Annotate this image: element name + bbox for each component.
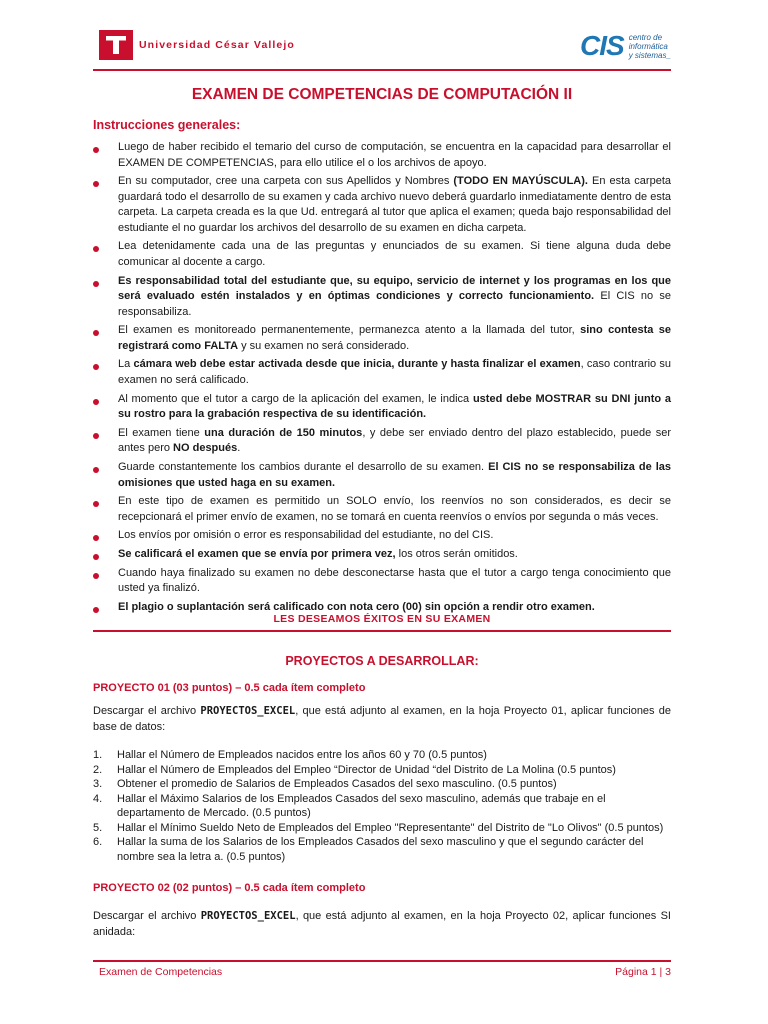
text: , caso contrario su examen no será calificado. [118, 358, 671, 386]
cis-header-logo [580, 30, 671, 62]
task-number: 3. [93, 778, 103, 790]
text: El CIS no se responsabiliza. [118, 290, 672, 318]
cis-logo-mark: CIS [580, 30, 624, 61]
instruction-item [93, 174, 671, 236]
desc-text: Descargar el archivo [93, 705, 201, 717]
ucv-header-logo [99, 30, 295, 60]
bullet-icon [93, 330, 99, 336]
text: En esta carpeta guardará todo el desarrollo de su examen y cada archivo nuevo deberá guardarlo inmediatamente dentro de esta carpeta. La carpeta creada es la que Ud. entregará al tutor que aplica el examen; queda bajo responsabilidad del estudiante el no guardar los archivos del desarrollo de su examen en dicha carpeta. [118, 175, 671, 234]
bullet-icon [93, 573, 99, 579]
instruction-item [93, 323, 671, 354]
text: Luego de haber recibido el temario del curso de computación, se encuentra en la capacidad para desarrollar el EXAMEN DE COMPETENCIAS, para ello utilice el o los archivos de apoyo. [118, 141, 671, 169]
cis-line: y sistemas_ [628, 50, 671, 60]
bullet-icon [93, 246, 99, 252]
bold-text: (TODO EN MAYÚSCULA). [453, 175, 588, 188]
section-divider [93, 630, 671, 632]
bold-text: usted debe MOSTRAR su DNI junto a su rostro para la grabación respectiva de su identificación. [118, 392, 672, 421]
text: La [118, 358, 134, 371]
project1-heading: PROYECTO 01 (03 puntos) – 0.5 cada ítem completo [93, 682, 366, 694]
bullet-icon [93, 399, 99, 405]
text: los otros serán omitidos. [395, 548, 518, 561]
text: En su computador, cree una carpeta con sus Apellidos y Nombres [118, 175, 454, 188]
instructions-heading: Instrucciones generales: [93, 118, 241, 132]
task-item [93, 821, 671, 836]
university-name: Universidad César Vallejo [139, 39, 295, 51]
instruction-item [93, 140, 671, 171]
project2-description [93, 909, 671, 940]
bullet-icon [93, 501, 99, 507]
footer-divider [93, 960, 671, 962]
bold-text: Se calificará el examen que se envía por primera vez, [118, 548, 396, 561]
desc-text: Descargar el archivo [93, 910, 201, 922]
cis-line: informática [628, 41, 668, 51]
file-name: PROYECTOS_EXCEL [200, 705, 296, 717]
text: Guarde constantemente los cambios durante el desarrollo de su examen. [118, 461, 489, 473]
task-item [93, 777, 671, 792]
text: , y debe ser enviado dentro del plazo establecido, puede ser antes pero [118, 426, 671, 455]
text: . [237, 442, 241, 455]
instruction-item [93, 392, 671, 423]
task-item [93, 835, 671, 864]
bold-text: sino contesta se registrará como FALTA [118, 324, 671, 352]
bullet-icon [93, 181, 99, 187]
desc-text: , que está adjunto al examen, en la hoja Proyecto 01, aplicar funciones de base de datos: [93, 705, 671, 733]
bullet-icon [93, 467, 99, 473]
task-text: Hallar la suma de los Salarios de los Empleados Casados del sexo masculino y que el segundo carácter del nombre sea la letra a. (0.5 puntos) [117, 836, 644, 863]
text: En este tipo de examen es permitido un SOLO envío, los reenvíos no son considerados, es decir se recepcionará el primer envío de examen, no se tomará en cuenta reenvíos o envíos por segunda o más veces. [118, 495, 671, 523]
instruction-item [93, 528, 671, 544]
task-number: 1. [93, 749, 103, 761]
project1-task-list [93, 748, 671, 864]
cis-logo-subtitle [629, 33, 671, 60]
bullet-icon [93, 535, 99, 541]
page-number: Página 1 | 3 [615, 966, 671, 978]
instruction-item [93, 357, 671, 388]
task-number: 6. [93, 836, 103, 848]
task-text: Hallar el Mínimo Sueldo Neto de Empleados del Empleo "Representante" del Distrito de "Lo Olivos" (0.5 puntos) [117, 821, 664, 834]
bullet-icon [93, 433, 99, 439]
project1-description [93, 704, 671, 735]
text: Cuando haya finalizado su examen no debe desconectarse hasta que el tutor a cargo tenga conocimiento que usted ya finalizó. [118, 566, 671, 595]
bullet-icon [93, 364, 99, 370]
bold-text: una duración de 150 minutos [204, 426, 363, 439]
instruction-item [93, 426, 671, 457]
text: Al momento que el tutor a cargo de la aplicación del examen, le indica [118, 392, 473, 405]
text: y su examen no será considerado. [238, 339, 410, 352]
instruction-item [93, 239, 671, 270]
cis-line: centro de [628, 32, 663, 42]
bold-text: Es responsabilidad total del estudiante que, su equipo, servicio de internet y los programas en los que será evaluado estén instalados y en óptimas condiciones y correcto funcionamiento. [118, 274, 671, 303]
desc-text: , que está adjunto al examen, en la hoja Proyecto 02, aplicar funciones SI anidada: [93, 910, 671, 938]
task-text: Obtener el promedio de Salarios de Empleados Casados del sexo masculino. (0.5 puntos) [117, 778, 557, 790]
projects-heading: PROYECTOS A DESARROLLAR: [285, 654, 479, 668]
task-text: Hallar el Número de Empleados nacidos entre los años 60 y 70 (0.5 puntos) [117, 749, 487, 761]
file-name: PROYECTOS_EXCEL [200, 910, 296, 922]
text: El examen es monitoreado permanentemente, permanezca atento a la llamada del tutor, [118, 324, 581, 337]
task-item [93, 748, 671, 763]
bold-text: El CIS no se responsabiliza de las omisiones que usted haga en su examen. [118, 461, 671, 489]
bullet-icon [93, 281, 99, 287]
project2-heading: PROYECTO 02 (02 puntos) – 0.5 cada ítem completo [93, 882, 366, 894]
good-luck-message: LES DESEAMOS ÉXITOS EN SU EXAMEN [273, 613, 491, 625]
text: El examen tiene [118, 426, 205, 439]
bold-text: cámara web debe estar activada desde que inicia, durante y hasta finalizar el examen [133, 358, 581, 371]
instruction-item [93, 460, 671, 491]
text: Los envíos por omisión o error es responsabilidad del estudiante, no del CIS. [118, 529, 494, 542]
task-number: 5. [93, 821, 103, 834]
instruction-item [93, 547, 671, 563]
task-text: Hallar el Número de Empleados del Empleo “Director de Unidad “del Distrito de La Molina (0.5 puntos) [117, 763, 616, 776]
exam-title: EXAMEN DE COMPETENCIAS DE COMPUTACIÓN II [191, 86, 573, 103]
task-item [93, 792, 671, 821]
instruction-item [93, 274, 671, 321]
task-number: 4. [93, 792, 103, 805]
text: Lea detenidamente cada una de las preguntas y enunciados de su examen. Si tiene alguna duda debe comunicar al docente a cargo. [118, 240, 671, 268]
task-number: 2. [93, 763, 103, 776]
instruction-item [93, 566, 671, 597]
instruction-item [93, 494, 671, 525]
task-item [93, 763, 671, 778]
bold-text: El plagio o suplantación será calificado con nota cero (00) sin opción a rendir otro examen. [118, 600, 595, 613]
footer-title: Examen de Competencias [99, 966, 223, 978]
ucv-shield-icon [99, 30, 133, 60]
task-text: Hallar el Máximo Salarios de los Empleados Casados del sexo masculino, además que trabaje en el departamento de Mercado. (0.5 puntos) [117, 792, 606, 819]
header-divider [93, 69, 671, 71]
bullet-icon [93, 554, 99, 560]
instructions-list [93, 140, 671, 619]
bullet-icon [93, 147, 99, 153]
bold-text: NO después [173, 442, 238, 455]
